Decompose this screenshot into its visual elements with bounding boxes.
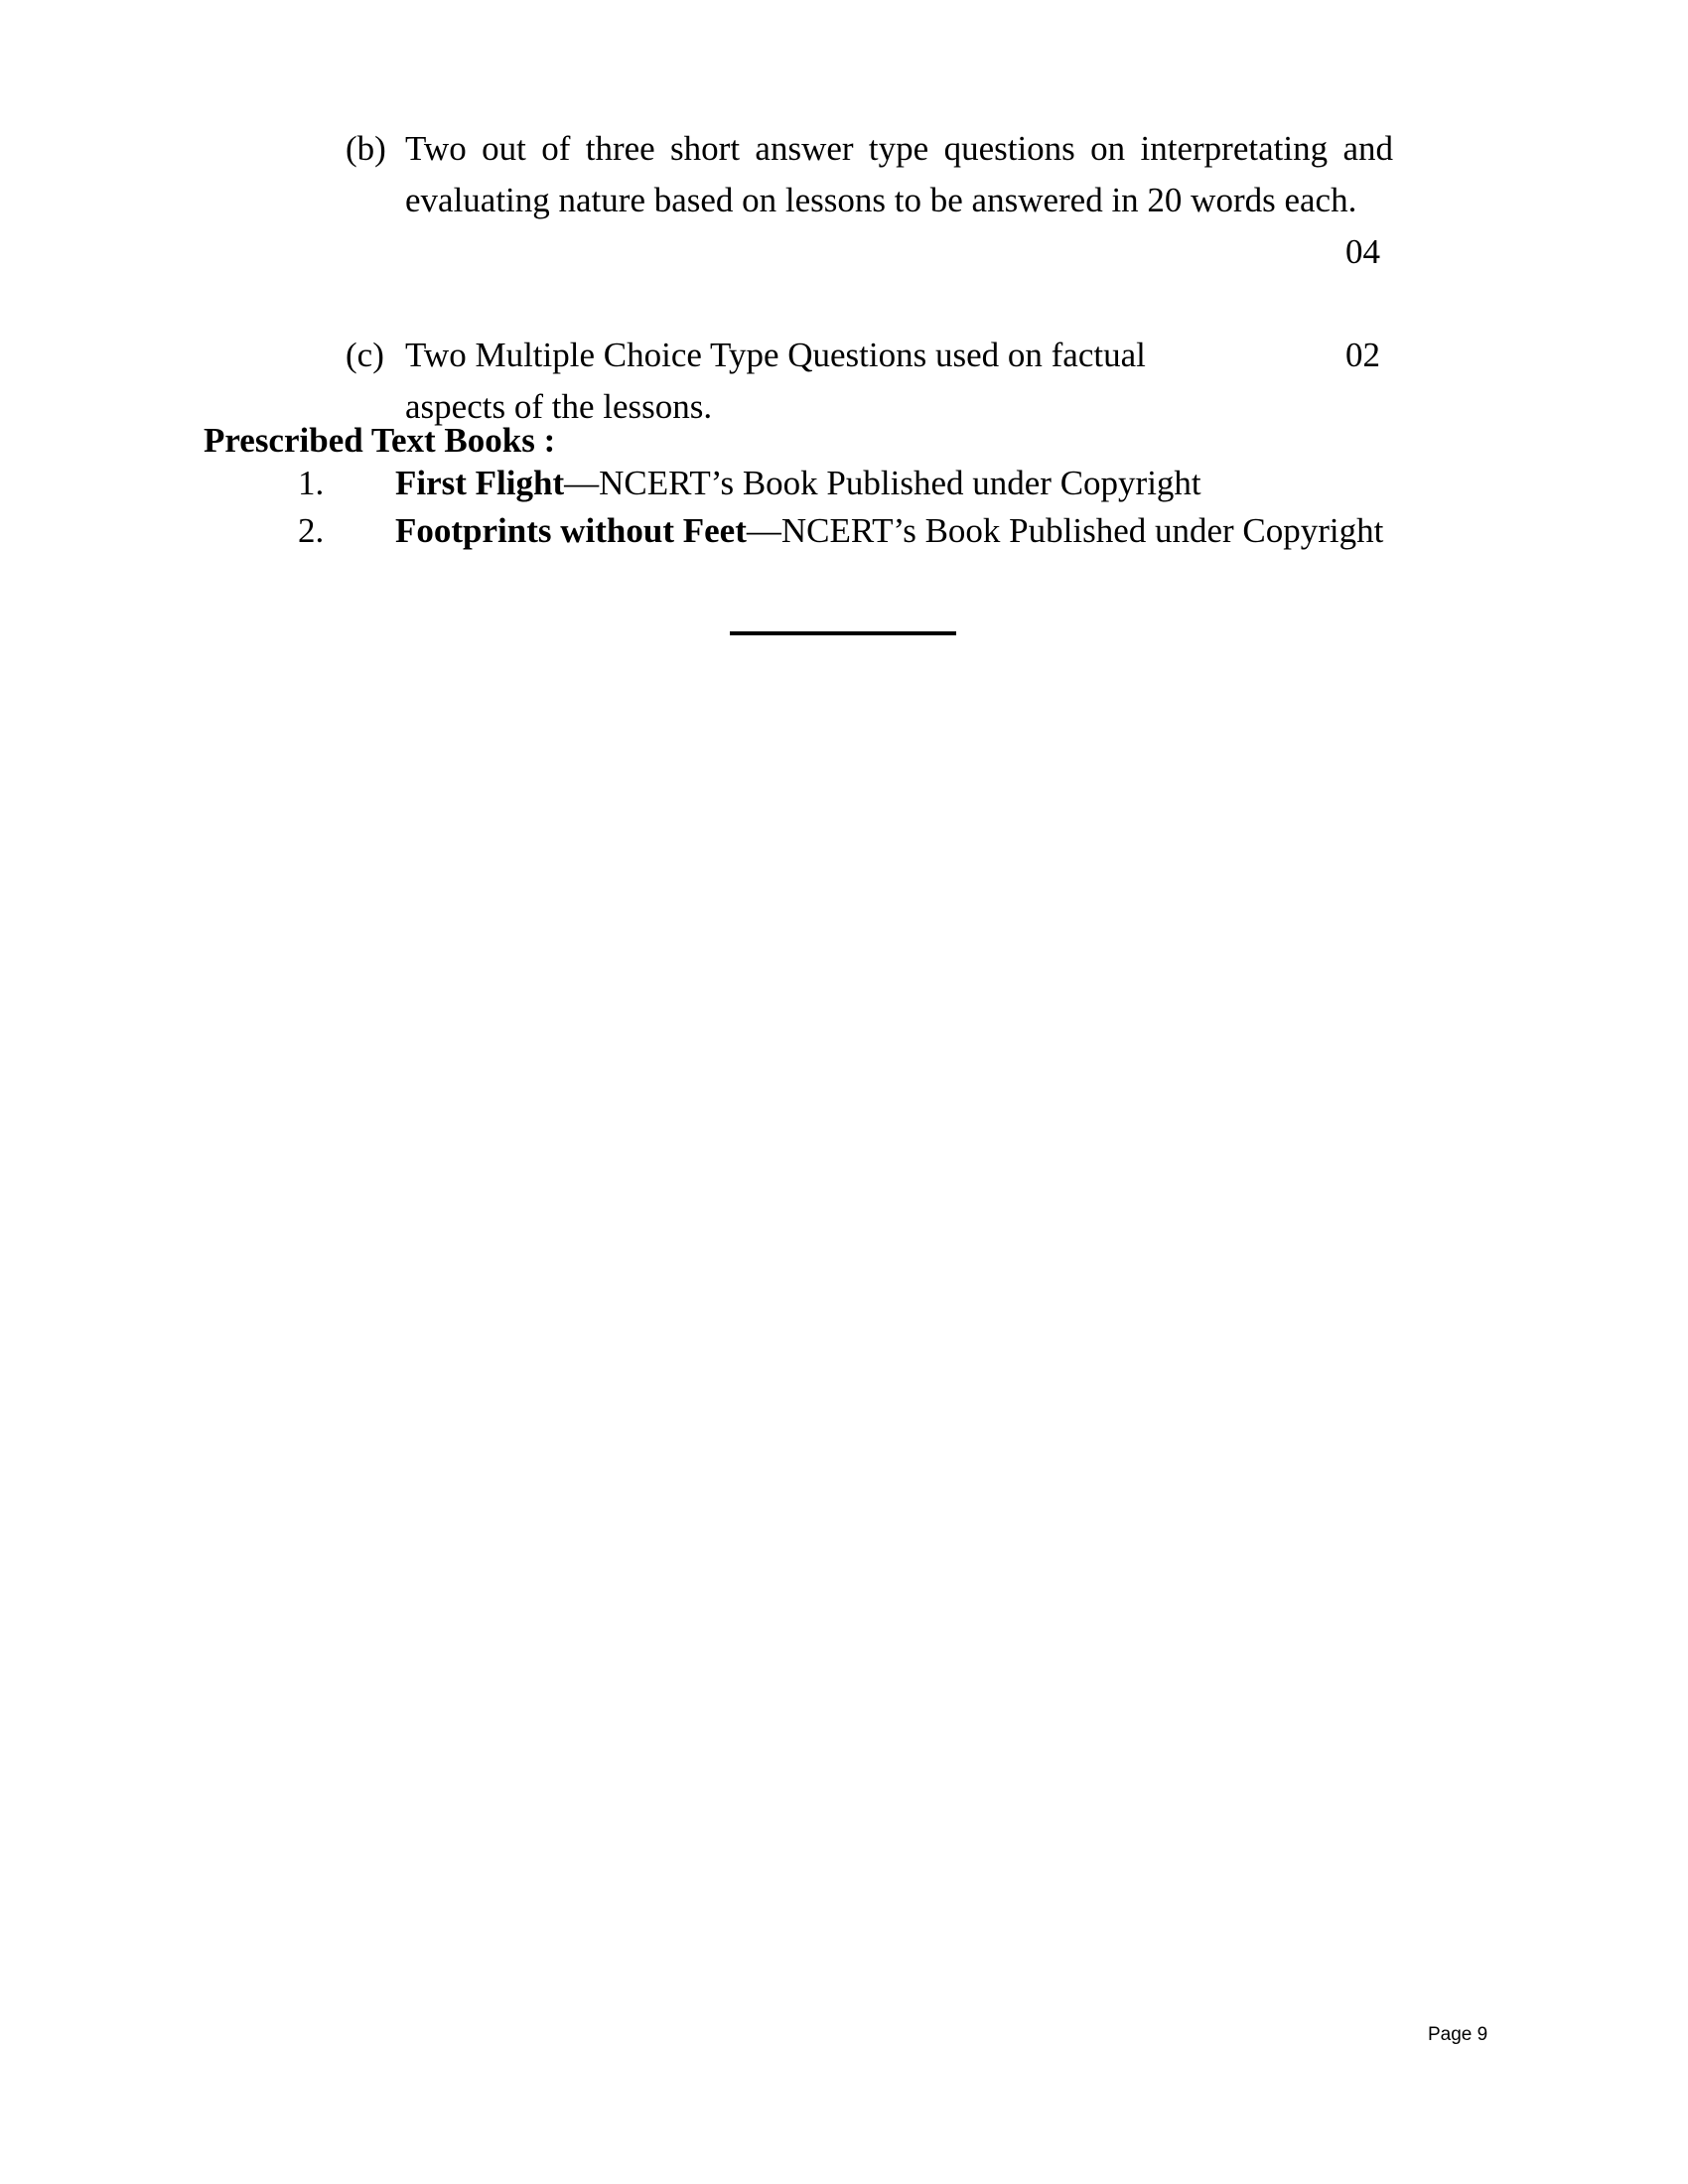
book-title: First Flight <box>395 464 565 502</box>
section-divider <box>730 631 956 635</box>
clause-text-c-line1: Two Multiple Choice Type Questions used on factual <box>405 336 1146 374</box>
clause-marks-b: 04 <box>1345 232 1380 271</box>
clause-text-b: Two out of three short answer type questions on interpretating and evaluating nature based on lessons to be answered in 20 words each. <box>405 129 1393 219</box>
page-number-footer: Page 9 <box>1428 2024 1488 2045</box>
book-publisher-note: —NCERT’s Book Published under Copyright <box>564 464 1201 502</box>
list-item-number: 1. <box>298 464 325 502</box>
clause-label-c: (c) <box>346 336 384 374</box>
clause-label-b: (b) <box>346 129 386 168</box>
list-item-text <box>395 460 1201 507</box>
list-item <box>204 460 1494 507</box>
list-item-text <box>395 507 1383 555</box>
list-item-number: 2. <box>298 511 325 550</box>
book-publisher-note: —NCERT’s Book Published under Copyright <box>746 511 1384 550</box>
book-title: Footprints without Feet <box>395 511 747 550</box>
prescribed-text-books-heading: Prescribed Text Books : <box>204 421 556 460</box>
list-item <box>204 507 1494 555</box>
clause-text-c-line2: aspects of the lessons. <box>405 387 713 426</box>
clause-body-b <box>405 123 1393 226</box>
clause-marks-c: 02 <box>1345 336 1380 374</box>
prescribed-text-books-list <box>204 460 1494 555</box>
